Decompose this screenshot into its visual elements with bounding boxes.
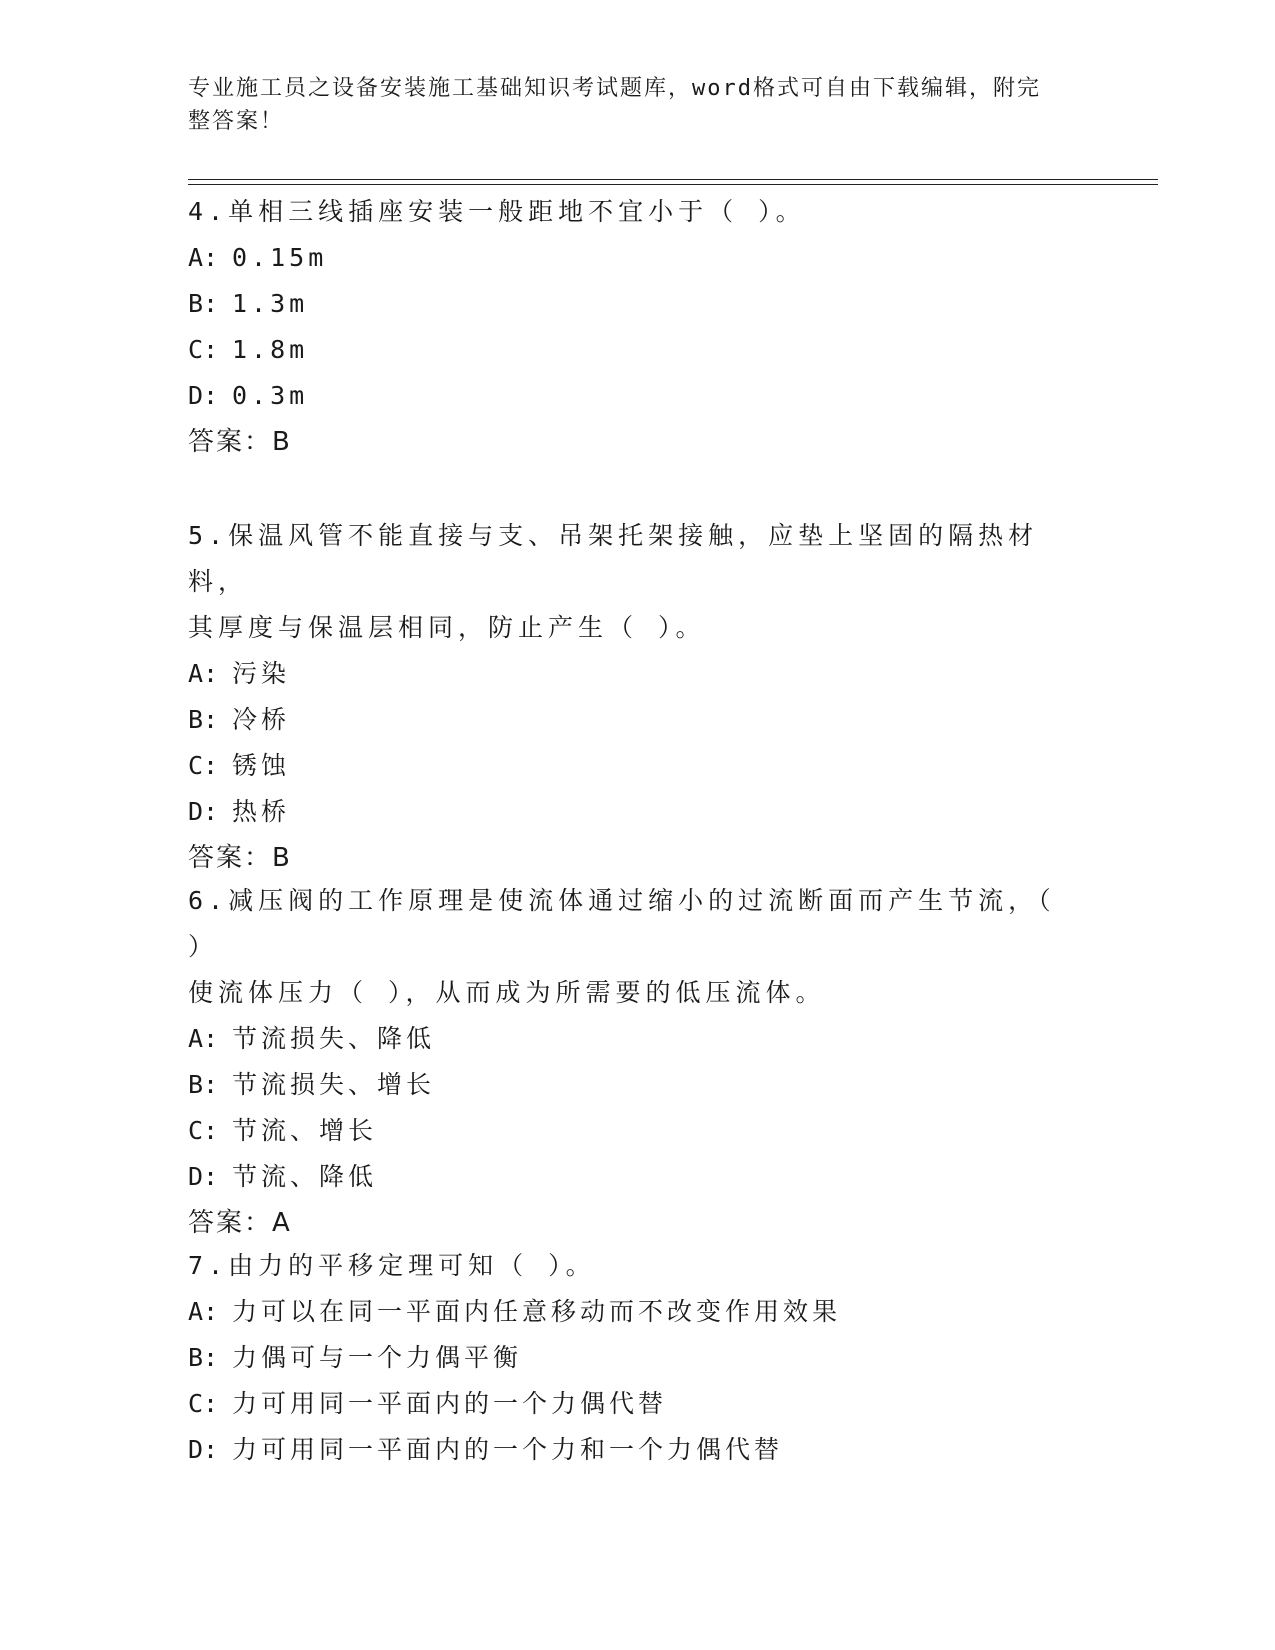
document-header [188,72,1068,138]
option-label: A: [188,659,219,688]
answer: 答案：A [188,1208,292,1238]
question-stem-line-2: 其厚度与保温层相同，防止产生（ ）。 [188,613,706,642]
option-b [188,281,1088,327]
question-stem: 7.由力的平移定理可知（ ）。 [188,1251,596,1280]
option-label: A: [188,243,219,272]
option-text: 力可用同一平面内的一个力和一个力偶代替 [232,1435,784,1464]
option-label: C: [188,1116,219,1145]
question-5 [188,513,1088,881]
option-b [188,697,1088,743]
option-label: C: [188,1389,219,1418]
option-a [188,1289,1088,1335]
option-label: C: [188,335,219,364]
option-text: 力偶可与一个力偶平衡 [232,1343,523,1372]
answer: 答案：B [188,427,292,457]
header-divider-bottom [188,184,1158,185]
option-text: 热桥 [232,797,291,826]
option-a [188,1016,1088,1062]
header-line-2: 整答案！ [188,109,285,134]
option-c [188,743,1088,789]
option-text: 冷桥 [232,705,291,734]
question-7 [188,1243,1088,1473]
question-stem-line-1: 6.减压阀的工作原理是使流体通过缩小的过流断面而产生节流，（ ） [188,886,1056,961]
header-divider-top [188,179,1158,180]
option-d [188,789,1088,835]
option-label: D: [188,797,219,826]
option-text: 锈蚀 [232,751,291,780]
option-text: 0.3m [232,381,309,410]
option-label: B: [188,705,219,734]
option-b [188,1062,1088,1108]
question-stem-line-1: 5.保温风管不能直接与支、吊架托架接触，应垫上坚固的隔热材料， [188,521,1039,596]
option-label: D: [188,1162,219,1191]
option-label: B: [188,1070,219,1099]
option-text: 1.3m [232,289,309,318]
option-d [188,1427,1088,1473]
option-text: 污染 [232,659,291,688]
header-line-1: 专业施工员之设备安装施工基础知识考试题库，word格式可自由下载编辑，附完 [188,76,1041,101]
option-c [188,1108,1088,1154]
option-label: B: [188,1343,219,1372]
option-label: A: [188,1297,219,1326]
option-text: 0.15m [232,243,328,272]
option-text: 节流、降低 [232,1162,378,1191]
option-a [188,651,1088,697]
option-text: 力可以在同一平面内任意移动而不改变作用效果 [232,1297,842,1326]
option-text: 力可用同一平面内的一个力偶代替 [232,1389,668,1418]
question-stem: 4.单相三线插座安装一般距地不宜小于（ ）。 [188,197,806,226]
option-text: 节流损失、增长 [232,1070,436,1099]
option-text: 节流损失、降低 [232,1024,436,1053]
option-c [188,327,1088,373]
question-6 [188,878,1088,1246]
option-text: 1.8m [232,335,309,364]
option-label: C: [188,751,219,780]
option-c [188,1381,1088,1427]
option-a [188,235,1088,281]
question-4 [188,189,1088,465]
option-text: 节流、增长 [232,1116,378,1145]
option-d [188,373,1088,419]
option-label: D: [188,1435,219,1464]
option-b [188,1335,1088,1381]
option-label: D: [188,381,219,410]
option-label: B: [188,289,219,318]
answer: 答案：B [188,843,292,873]
question-stem-line-2: 使流体压力（ ），从而成为所需要的低压流体。 [188,978,826,1007]
option-label: A: [188,1024,219,1053]
option-d [188,1154,1088,1200]
